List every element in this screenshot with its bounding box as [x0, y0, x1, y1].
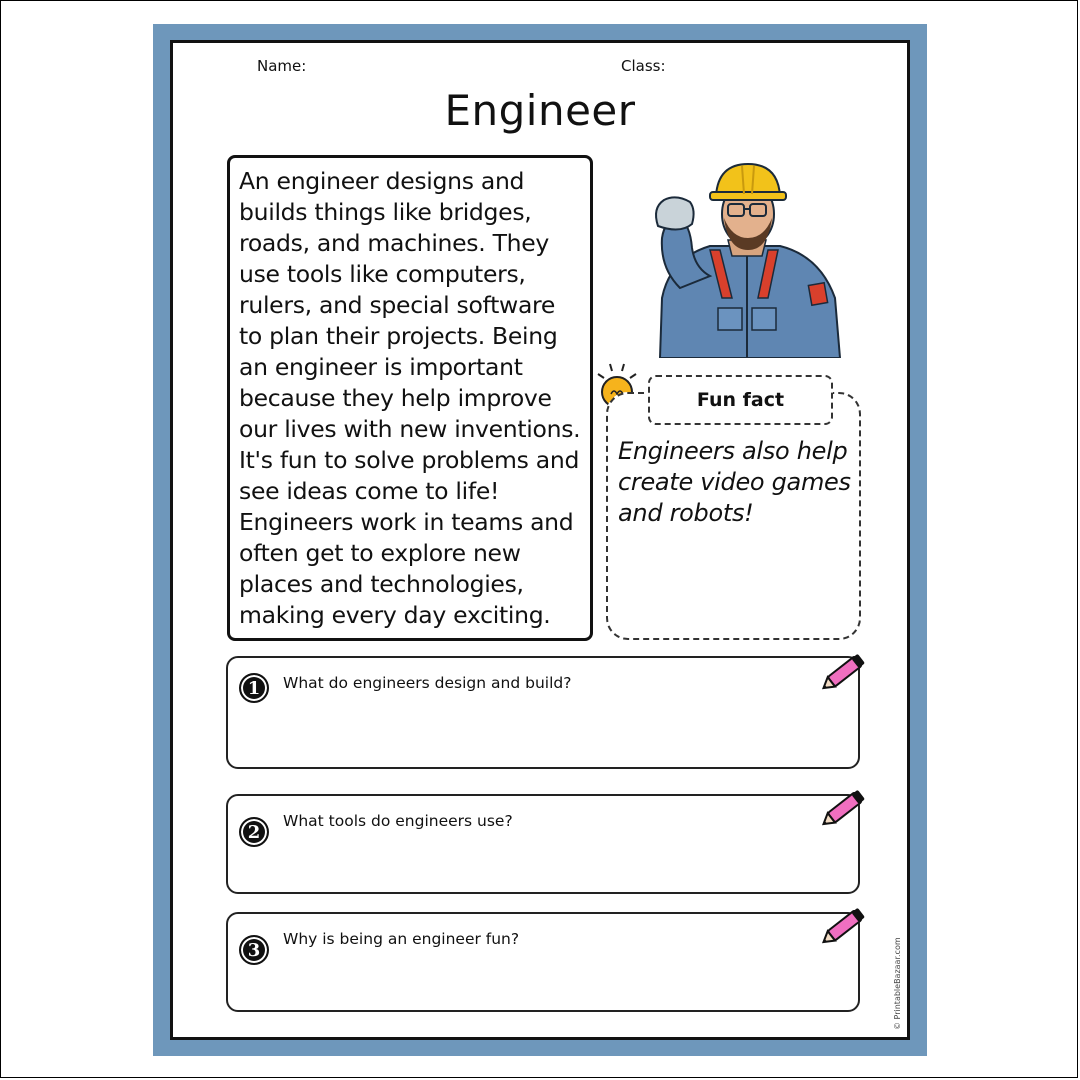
answer-box-1[interactable] [226, 656, 860, 769]
name-label: Name: [257, 57, 307, 75]
pencil-icon [818, 784, 870, 832]
question-text-3: Why is being an engineer fun? [283, 930, 520, 948]
fun-fact-header: Fun fact [648, 375, 833, 425]
pencil-icon [818, 902, 870, 950]
copyright-text: © PrintableBazaar.com [893, 937, 902, 1030]
question-text-2: What tools do engineers use? [283, 812, 513, 830]
pencil-icon [818, 648, 870, 696]
page-title: Engineer [444, 86, 636, 135]
class-label: Class: [621, 57, 666, 75]
engineer-illustration [640, 158, 850, 358]
question-number-1: 1 [239, 673, 269, 703]
question-number-2: 2 [239, 817, 269, 847]
answer-box-2[interactable] [226, 794, 860, 894]
answer-box-3[interactable] [226, 912, 860, 1012]
question-text-1: What do engineers design and build? [283, 674, 572, 692]
fun-fact-text: Engineers also help create video games and robots! [618, 437, 851, 527]
question-number-3: 3 [239, 935, 269, 965]
passage-box [227, 155, 593, 641]
passage-text: An engineer designs and builds things like bridges, roads, and machines. They use tools like computers, rulers, and special software to plan their projects. Being an engineer is important because they help improve our lives with new inventions. It's fun to solve problems and see ideas come to life! Engineers work in teams and often get to explore new places and technologies, making every day exciting. [239, 167, 581, 629]
